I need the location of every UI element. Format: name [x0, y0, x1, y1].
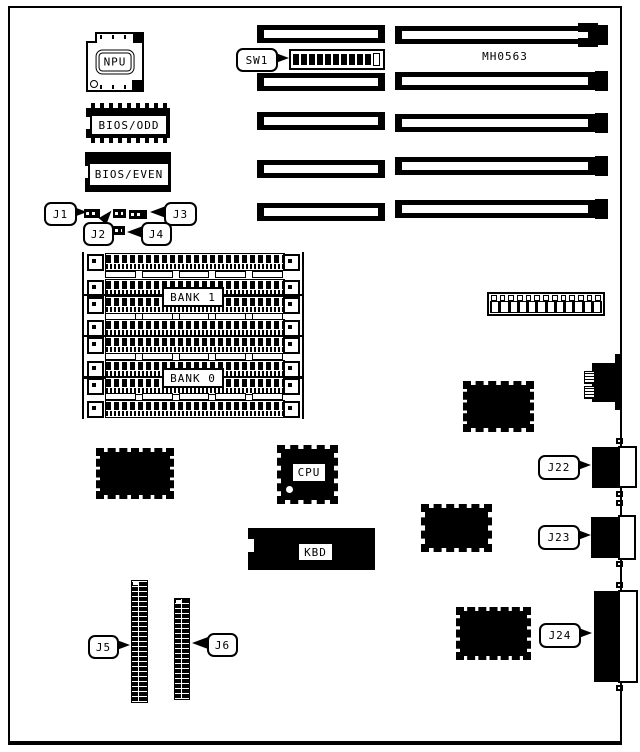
simm-spacer-row — [105, 271, 283, 278]
power-header-connector — [487, 292, 605, 316]
callout-j22: J22 — [538, 455, 580, 480]
j6-pin-header — [174, 598, 190, 700]
callout-pointer-icon — [192, 637, 208, 649]
simm-bank-block — [82, 252, 304, 419]
simm-clip-icon — [87, 254, 104, 271]
slot-key-block — [578, 23, 598, 47]
bios-odd-chip — [86, 103, 170, 143]
dip-switch-cell — [293, 54, 299, 65]
bios-pin-row — [86, 103, 170, 108]
j24-connector — [594, 591, 620, 682]
expansion-slot — [257, 160, 385, 178]
callout-j6: J6 — [207, 633, 238, 657]
simm-socket-row — [84, 336, 302, 352]
expansion-slot — [395, 200, 595, 218]
simm-spacer-cell — [179, 353, 210, 360]
header-pin — [557, 302, 563, 312]
connector-screw-icon — [584, 371, 595, 384]
simm-spacer-cell — [215, 353, 246, 360]
bank0-label: BANK 0 — [162, 368, 224, 388]
simm-clip-icon — [283, 297, 300, 314]
power-header-pins-bottom — [490, 301, 602, 313]
board-model-number: MH0563 — [482, 50, 528, 63]
dip-switch-cell — [301, 54, 307, 65]
sw1-dip-switch — [289, 49, 385, 70]
bios-even-chip — [85, 152, 171, 192]
cpu-pin1-dot-icon — [286, 486, 293, 493]
edge-clip-icon — [616, 500, 623, 506]
cpu-chip — [281, 449, 334, 500]
j22-connector — [592, 447, 620, 488]
simm-spacer-cell — [252, 353, 283, 360]
simm-spacer-cell — [179, 393, 210, 400]
ic-chip — [425, 508, 488, 548]
npu-corner-mark — [133, 34, 142, 43]
simm-spacer-cell — [105, 353, 136, 360]
simm-socket-row — [84, 253, 302, 269]
simm-spacer-cell — [252, 393, 283, 400]
callout-j4: J4 — [141, 222, 172, 246]
j23-bracket-plate — [618, 515, 636, 560]
slot-end-block — [595, 156, 608, 176]
callout-j1: J1 — [44, 202, 77, 226]
header-pin — [548, 302, 554, 312]
expansion-slot — [395, 26, 595, 44]
simm-clip-icon — [283, 254, 300, 271]
simm-spacer-cell — [215, 271, 246, 278]
slot-end-block — [595, 71, 608, 91]
edge-clip-icon — [616, 491, 623, 497]
expansion-slot — [257, 203, 385, 221]
npu-pin-ticks-top — [100, 35, 130, 39]
npu-socket — [86, 32, 144, 92]
simm-clip-icon — [87, 337, 104, 354]
simm-spacer-row — [105, 393, 283, 400]
callout-j2: J2 — [83, 222, 114, 246]
bank1-label: BANK 1 — [162, 287, 224, 307]
simm-pin-bar — [105, 253, 285, 271]
simm-spacer-row — [105, 353, 283, 360]
simm-spacer-cell — [142, 393, 173, 400]
header-pin — [594, 302, 600, 312]
header-pin — [538, 302, 544, 312]
header-pin — [585, 302, 591, 312]
kbd-notch — [248, 539, 254, 552]
jumper-j4 — [113, 226, 125, 235]
simm-clip-icon — [87, 378, 104, 395]
connector-screw-icon — [584, 386, 595, 399]
bios-pin-row — [86, 138, 170, 143]
dip-switch-cell-off — [373, 53, 380, 66]
edge-clip-icon — [616, 685, 623, 691]
edge-clip-icon — [616, 582, 623, 588]
dip-switch-cell — [365, 54, 371, 65]
header-pin — [501, 302, 507, 312]
ic-chip — [100, 452, 170, 495]
simm-spacer-cell — [215, 393, 246, 400]
dip-switch-cell — [309, 54, 315, 65]
expansion-slot — [395, 157, 595, 175]
expansion-slot — [395, 72, 595, 90]
npu-pin-ticks-bottom — [100, 85, 130, 89]
j5-pin-header — [131, 580, 148, 703]
simm-spacer-cell — [142, 271, 173, 278]
header-pin — [529, 302, 535, 312]
expansion-slot — [257, 73, 385, 91]
dip-switch-cell — [349, 54, 355, 65]
slot-end-block — [595, 199, 608, 219]
dip-switch-cell — [333, 54, 339, 65]
edge-clip-icon — [616, 561, 623, 567]
simm-spacer-cell — [252, 271, 283, 278]
simm-clip-icon — [283, 401, 300, 418]
simm-spacer-cell — [179, 271, 210, 278]
jumper-j3 — [129, 210, 147, 219]
j22-bracket-plate — [618, 446, 637, 488]
ic-chip — [467, 385, 530, 428]
npu-pin1-circle-icon — [90, 80, 98, 88]
npu-label: NPU — [99, 53, 132, 72]
kbd-label: KBD — [297, 542, 334, 562]
j23-connector — [591, 517, 620, 558]
simm-spacer-cell — [105, 393, 136, 400]
callout-j3: J3 — [164, 202, 197, 226]
header-pin — [492, 302, 498, 312]
header-pin — [520, 302, 526, 312]
simm-pin-bar — [105, 400, 285, 418]
dip-switch-cell — [317, 54, 323, 65]
callout-j5: J5 — [88, 635, 119, 659]
expansion-slot — [395, 114, 595, 132]
npu-corner-mark — [132, 80, 142, 90]
simm-clip-icon — [283, 378, 300, 395]
simm-spacer-cell — [142, 353, 173, 360]
j24-bracket-plate — [618, 590, 638, 683]
slot-end-block — [595, 113, 608, 133]
kbd-chip — [248, 528, 375, 570]
header-pin — [575, 302, 581, 312]
cpu-label: CPU — [291, 462, 327, 483]
npu-corner-notch — [86, 32, 97, 43]
keyboard-connector — [592, 363, 618, 402]
simm-clip-icon — [87, 297, 104, 314]
edge-clip-icon — [616, 438, 623, 444]
callout-sw1: SW1 — [236, 48, 278, 72]
bios-odd-label: BIOS/ODD — [90, 114, 168, 136]
callout-j24: J24 — [539, 623, 581, 648]
header-pin — [511, 302, 517, 312]
simm-clip-icon — [283, 337, 300, 354]
expansion-slot — [257, 112, 385, 130]
bios-even-label: BIOS/EVEN — [88, 162, 170, 187]
expansion-slot — [257, 25, 385, 43]
dip-switch-cell — [325, 54, 331, 65]
ic-chip — [460, 611, 527, 656]
header-pin — [566, 302, 572, 312]
dip-switch-cell — [357, 54, 363, 65]
callout-j23: J23 — [538, 525, 580, 550]
simm-clip-icon — [87, 401, 104, 418]
simm-pin-bar — [105, 336, 285, 354]
simm-socket-row — [84, 319, 302, 335]
simm-spacer-cell — [105, 271, 136, 278]
simm-socket-row — [84, 400, 302, 416]
dip-switch-cell — [341, 54, 347, 65]
